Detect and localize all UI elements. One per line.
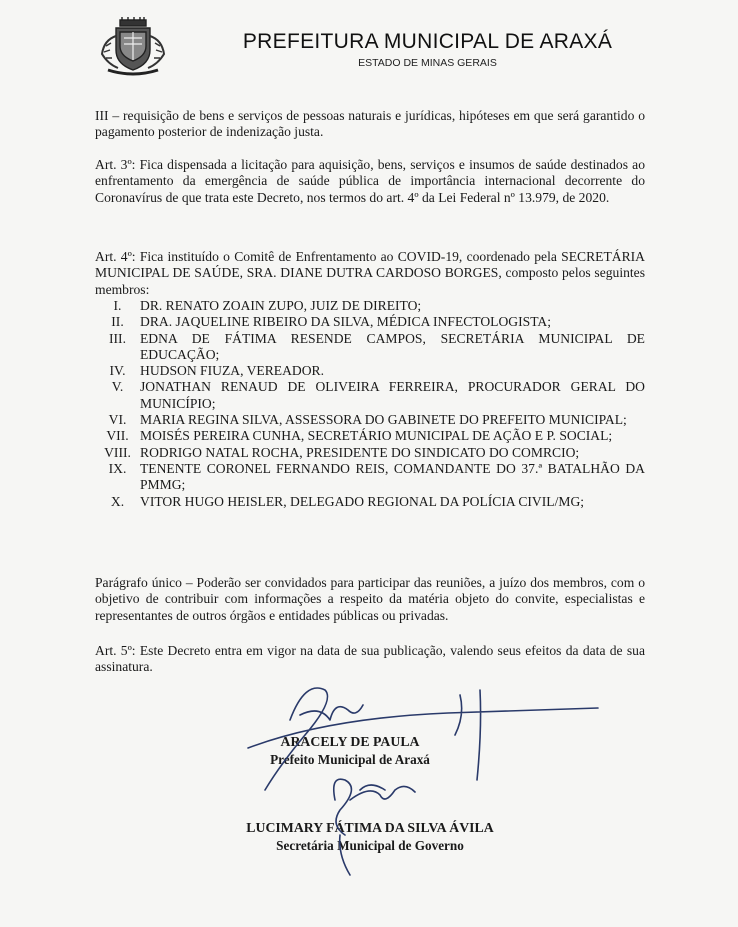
list-item-text: EDNA DE FÁTIMA RESENDE CAMPOS, SECRETÁRIA MUNICIPAL DE EDUCAÇÃO; xyxy=(140,330,645,362)
list-item-number: X. xyxy=(110,493,125,509)
paragraph-art-5: Art. 5º: Este Decreto entra em vigor na data de sua publicação, valendo seus efeitos da data de sua assinatura. xyxy=(95,643,645,675)
list-item xyxy=(95,412,645,428)
list-item-number: VII. xyxy=(106,428,129,444)
list-item-text: HUDSON FIUZA, VEREADOR. xyxy=(140,363,325,379)
list-item-text: VITOR HUGO HEISLER, DELEGADO REGIONAL DA POLÍCIA CIVIL/MG; xyxy=(140,493,585,509)
list-item xyxy=(95,461,645,494)
list-item xyxy=(95,298,645,314)
paragraph-unique: Parágrafo único – Poderão ser convidados para participar das reuniões, a juízo dos membros, com o objetivo de contribuir com informações a respeito da matéria objeto do convite, especialistas e representantes de outros órgãos e entidades públicas ou privadas. xyxy=(95,575,645,623)
signatory-name-secretary: LUCIMARY FÁTIMA DA SILVA ÁVILA xyxy=(246,820,494,835)
page-title: PREFEITURA MUNICIPAL DE ARAXÁ xyxy=(242,30,613,53)
list-item-number: IV. xyxy=(109,363,126,379)
list-item-text: MARIA REGINA SILVA, ASSESSORA DO GABINETE DO PREFEITO MUNICIPAL; xyxy=(140,412,627,428)
list-item xyxy=(95,428,645,444)
list-item-number: III. xyxy=(109,330,126,346)
list-item-number: V. xyxy=(111,379,124,395)
list-item-text: MOISÉS PEREIRA CUNHA, SECRETÁRIO MUNICIPAL DE AÇÃO E P. SOCIAL; xyxy=(140,428,613,444)
list-item xyxy=(95,379,645,412)
list-item-number: VI. xyxy=(108,412,127,428)
list-item xyxy=(95,494,645,510)
list-item xyxy=(95,314,645,330)
paragraph-art-3: Art. 3º: Fica dispensada a licitação para aquisição, bens, serviços e insumos de saúde destinados ao enfrentamento da emergência de saúde pública de importância internacional decorrente do Coronavírus de que trata este Decreto, nos termos do art. 4º da Lei Federal nº 13.979, de 2020. xyxy=(95,157,645,205)
list-item-number: II. xyxy=(111,314,124,330)
list-item-text: DR. RENATO ZOAIN ZUPO, JUIZ DE DIREITO; xyxy=(140,298,422,313)
signatory-role-secretary: Secretária Municipal de Governo xyxy=(276,838,464,853)
committee-member-list xyxy=(95,298,645,510)
municipal-crest-icon xyxy=(98,16,168,78)
list-item-text: DRA. JAQUELINE RIBEIRO DA SILVA, MÉDICA INFECTOLOGISTA; xyxy=(140,314,552,330)
page-subtitle: ESTADO DE MINAS GERAIS xyxy=(358,57,497,69)
paragraph-item-iii: III – requisição de bens e serviços de pessoas naturais e jurídicas, hipóteses em que será garantido o pagamento posterior de indenização justa. xyxy=(95,108,645,140)
paragraph-art-4: Art. 4º: Fica instituído o Comitê de Enfrentamento ao COVID-19, coordenado pela SECRETÁRIA MUNICIPAL DE SAÚDE, SRA. DIANE DUTRA CARDOSO BORGES, composto pelos seguintes membros: xyxy=(95,249,645,297)
list-item xyxy=(95,363,645,379)
list-item-text: JONATHAN RENAUD DE OLIVEIRA FERREIRA, PROCURADOR GERAL DO MUNICÍPIO; xyxy=(140,379,645,411)
signatory-name-mayor: ARACELY DE PAULA xyxy=(280,734,420,749)
list-item-text: TENENTE CORONEL FERNANDO REIS, COMANDANTE DO 37.ª BATALHÃO DA PMMG; xyxy=(140,460,645,493)
list-item-number: I. xyxy=(113,298,122,313)
signatory-role-mayor: Prefeito Municipal de Araxá xyxy=(270,752,430,767)
list-item xyxy=(95,445,645,461)
list-item xyxy=(95,331,645,364)
list-item-number: VIII. xyxy=(104,444,131,460)
list-item-number: IX. xyxy=(108,460,127,476)
list-item-text: RODRIGO NATAL ROCHA, PRESIDENTE DO SINDICATO DO COMRCIO; xyxy=(140,444,580,460)
